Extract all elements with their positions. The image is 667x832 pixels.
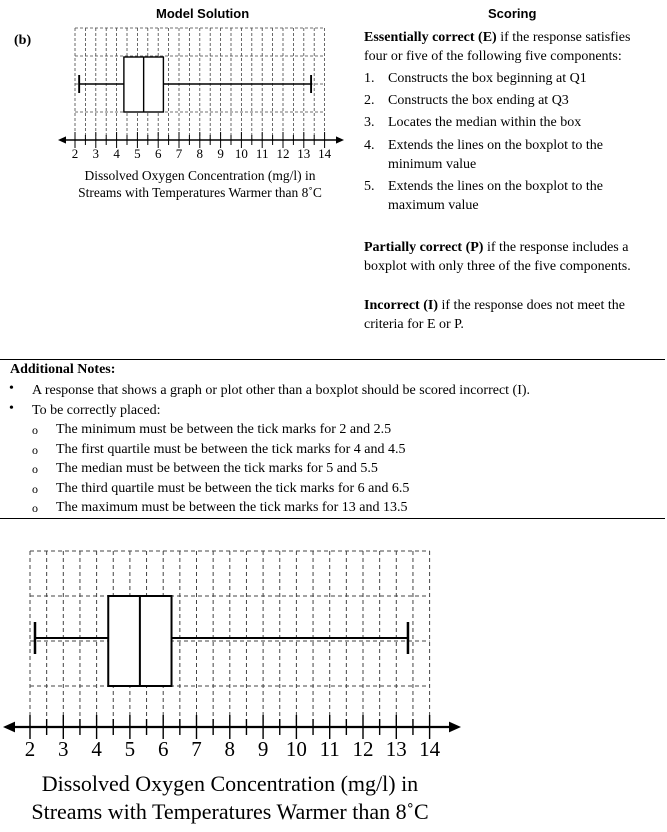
tick-label: 10 <box>285 737 307 761</box>
tick-label: 9 <box>257 737 269 761</box>
note-bullet: To be correctly placed: <box>32 403 161 418</box>
tick-label: 3 <box>92 146 100 161</box>
note-sub-bullet: The maximum must be between the tick marks for 13 and 13.5 <box>56 500 408 515</box>
axis-arrow-left <box>3 722 15 733</box>
tick-label: 13 <box>385 737 407 761</box>
tick-label: 12 <box>352 737 374 761</box>
x-axis-title-line1: Dissolved Oxygen Concentration (mg/l) in <box>84 168 316 183</box>
tick-label: 7 <box>175 146 183 161</box>
tick-label: 8 <box>196 146 204 161</box>
part-label: (b) <box>14 33 32 48</box>
tick-label: 2 <box>24 737 36 761</box>
component-text: Extends the lines on the boxplot to the maximum value <box>388 179 604 213</box>
component-number: 1. <box>364 71 375 86</box>
bullet-glyph: • <box>9 401 14 416</box>
tick-label: 5 <box>134 146 141 161</box>
model-solution-header: Model Solution <box>156 6 250 21</box>
tick-label: 6 <box>154 146 162 161</box>
incorrect-text: if the response does not meet the criteria for E or P. <box>364 298 626 332</box>
sub-bullet-glyph: o <box>32 443 38 457</box>
component-number: 5. <box>364 179 375 194</box>
tick-label: 14 <box>318 146 332 161</box>
component-text: Constructs the box ending at Q3 <box>388 93 569 108</box>
tick-label: 10 <box>234 146 248 161</box>
note-bullet: A response that shows a graph or plot other than a boxplot should be scored incorrect (I). <box>32 383 531 398</box>
tick-label: 13 <box>297 146 311 161</box>
scoring-header: Scoring <box>488 6 537 21</box>
note-sub-bullet: The first quartile must be between the tick marks for 4 and 4.5 <box>56 442 406 457</box>
essential-label: Essentially correct (E) <box>364 30 497 45</box>
tick-label: 11 <box>255 146 269 161</box>
essential-text: if the response satisfies four or five of the following five components: <box>364 30 631 64</box>
sub-bullet-glyph: o <box>32 423 38 437</box>
bullet-glyph: • <box>9 381 14 396</box>
incorrect-label: Incorrect (I) <box>364 298 438 313</box>
component-number: 3. <box>364 115 375 130</box>
sub-bullet-glyph: o <box>32 482 38 496</box>
partial-label: Partially correct (P) <box>364 240 484 255</box>
note-sub-bullet: The median must be between the tick marks for 5 and 5.5 <box>56 461 378 476</box>
note-sub-bullet: The third quartile must be between the tick marks for 6 and 6.5 <box>56 481 410 496</box>
tick-label: 2 <box>71 146 79 161</box>
x-axis-title-line2: Streams with Temperatures Warmer than 8˚C <box>31 799 429 824</box>
sub-bullet-glyph: o <box>32 501 38 515</box>
notes-title: Additional Notes: <box>10 362 116 377</box>
note-sub-bullet: The minimum must be between the tick marks for 2 and 2.5 <box>56 422 392 437</box>
partial-text: if the response includes a boxplot with only three of the five components. <box>364 240 631 274</box>
tick-label: 7 <box>191 737 202 761</box>
tick-label: 4 <box>91 737 102 761</box>
tick-label: 3 <box>58 737 69 761</box>
tick-label: 5 <box>124 737 136 761</box>
component-number: 4. <box>364 138 375 153</box>
axis-arrow-right <box>449 722 461 733</box>
component-text: Constructs the box beginning at Q1 <box>388 71 587 86</box>
sub-bullet-glyph: o <box>32 462 38 476</box>
component-text: Extends the lines on the boxplot to the minimum value <box>388 138 604 172</box>
tick-label: 9 <box>217 146 224 161</box>
x-axis-title-line2: Streams with Temperatures Warmer than 8˚C <box>78 185 322 200</box>
component-text: Locates the median within the box <box>388 115 582 130</box>
tick-label: 12 <box>276 146 290 161</box>
tick-label: 4 <box>113 146 120 161</box>
component-number: 2. <box>364 93 375 108</box>
tick-label: 11 <box>319 737 340 761</box>
tick-label: 6 <box>157 737 169 761</box>
tick-label: 14 <box>419 737 441 761</box>
x-axis-title-line1: Dissolved Oxygen Concentration (mg/l) in <box>41 771 419 796</box>
tick-label: 8 <box>224 737 236 761</box>
